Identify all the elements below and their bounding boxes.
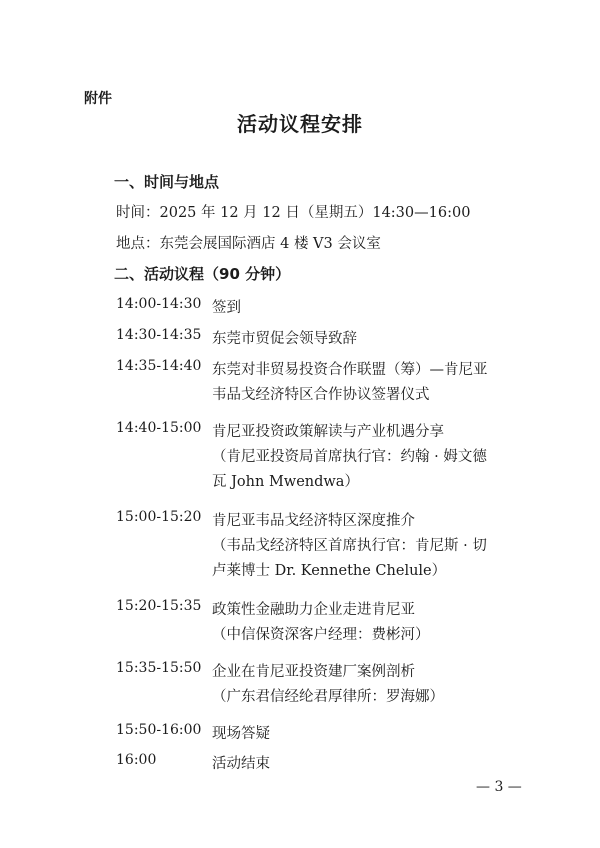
agenda-description-line: 现场答疑 bbox=[212, 726, 270, 742]
agenda-description bbox=[212, 752, 532, 777]
agenda-description-line: （肯尼亚投资局首席执行官：约翰 · 姆文德 bbox=[212, 449, 487, 465]
agenda-time: 14:00-14:30 bbox=[116, 296, 202, 312]
agenda-time: 15:50-16:00 bbox=[116, 722, 202, 738]
agenda-time: 15:00-15:20 bbox=[116, 509, 202, 525]
agenda-description bbox=[212, 660, 532, 710]
agenda-description-line: 东莞对非贸易投资合作联盟（筹）—肯尼亚 bbox=[212, 362, 488, 378]
agenda-description-line: 政策性金融助力企业走进肯尼亚 bbox=[212, 602, 415, 618]
agenda-time: 14:30-14:35 bbox=[116, 327, 202, 343]
agenda-time: 14:40-15:00 bbox=[116, 420, 202, 436]
agenda-description-line: 肯尼亚投资政策解读与产业机遇分享 bbox=[212, 424, 444, 440]
agenda-description-line: （中信保资深客户经理：费彬河） bbox=[212, 627, 430, 643]
page-title: 活动议程安排 bbox=[237, 112, 363, 136]
page-number: — 3 — bbox=[476, 779, 522, 795]
event-time: 时间：2025 年 12 月 12 日（星期五）14:30—16:00 bbox=[116, 205, 471, 221]
agenda-time: 15:20-15:35 bbox=[116, 598, 202, 614]
section-heading-time-place: 一、时间与地点 bbox=[114, 173, 220, 191]
agenda-time: 15:35-15:50 bbox=[116, 660, 202, 676]
agenda-description-line: 瓦 John Mwendwa） bbox=[212, 474, 359, 490]
attachment-label: 附件 bbox=[84, 91, 112, 107]
agenda-description bbox=[212, 420, 532, 495]
section-heading-agenda: 二、活动议程（90 分钟） bbox=[114, 265, 291, 283]
agenda-description-line: 签到 bbox=[212, 300, 241, 316]
agenda-description-line: 东莞市贸促会领导致辞 bbox=[212, 331, 357, 347]
agenda-description-line: 卢莱博士 Dr. Kennethe Chelule） bbox=[212, 563, 447, 579]
agenda-description bbox=[212, 598, 532, 648]
agenda-description bbox=[212, 327, 532, 352]
agenda-description-line: 企业在肯尼亚投资建厂案例剖析 bbox=[212, 664, 415, 680]
event-location: 地点：东莞会展国际酒店 4 楼 V3 会议室 bbox=[116, 236, 381, 252]
agenda-description-line: （韦品戈经济特区首席执行官：肯尼斯 · 切 bbox=[212, 538, 487, 554]
agenda-description-line: （广东君信经纶君厚律所：罗海娜） bbox=[212, 689, 444, 705]
agenda-description bbox=[212, 509, 532, 584]
agenda-time: 16:00 bbox=[116, 752, 157, 768]
agenda-description bbox=[212, 296, 532, 321]
agenda-time: 14:35-14:40 bbox=[116, 358, 202, 374]
agenda-description bbox=[212, 722, 532, 747]
agenda-description-line: 活动结束 bbox=[212, 756, 270, 772]
agenda-description bbox=[212, 358, 532, 408]
agenda-description-line: 韦品戈经济特区合作协议签署仪式 bbox=[212, 387, 430, 403]
agenda-description-line: 肯尼亚韦品戈经济特区深度推介 bbox=[212, 513, 415, 529]
